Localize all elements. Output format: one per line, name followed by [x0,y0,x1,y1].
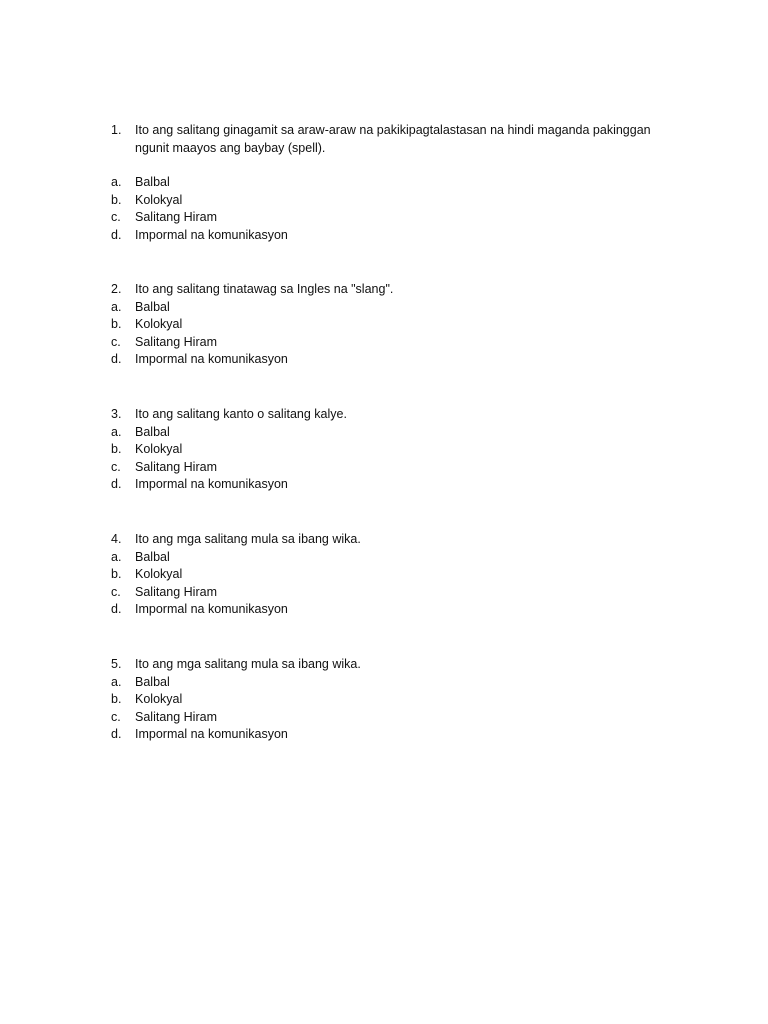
question-number: 3. [111,407,122,421]
question-prompt-row [111,656,671,674]
option-letter: d. [111,602,122,616]
question-prompt-row [111,406,671,424]
option-letter: a. [111,674,122,689]
option-letter: b. [111,192,122,207]
question-1 [111,122,671,244]
option-row [111,709,671,727]
question-4 [111,531,671,619]
question-prompt: Ito ang salitang ginagamit sa araw-araw na pakikipagtalastasan na hindi maganda pakinggan ngunit maayos ang baybay (spell). [135,123,651,155]
option-row [111,174,671,192]
option-text: Balbal [135,299,170,314]
option-row [111,441,671,459]
question-3 [111,406,671,494]
question-number: 1. [111,123,122,137]
option-letter: d. [111,477,122,491]
option-row [111,726,671,744]
option-letter: d. [111,727,122,741]
option-text: Salitang Hiram [135,210,217,224]
option-text: Kolokyal [135,442,183,456]
option-text: Impormal na komunikasyon [135,727,288,741]
option-letter: c. [111,709,121,724]
option-text: Kolokyal [135,567,183,581]
option-letter: d. [111,227,122,242]
option-text: Kolokyal [135,317,183,331]
option-letter: c. [111,334,121,349]
question-2 [111,281,671,369]
option-row [111,334,671,352]
option-row [111,316,671,334]
option-row [111,549,671,567]
option-row [111,584,671,602]
option-text: Balbal [135,674,170,689]
option-letter: c. [111,459,121,474]
option-row [111,691,671,709]
option-letter: c. [111,210,121,224]
option-text: Salitang Hiram [135,709,217,724]
option-row [111,351,671,369]
option-letter: d. [111,352,122,366]
question-5 [111,656,671,744]
option-row [111,227,671,245]
option-row [111,192,671,210]
option-letter: a. [111,549,122,564]
option-text: Impormal na komunikasyon [135,227,288,242]
option-text: Kolokyal [135,692,183,706]
option-row [111,424,671,442]
option-text: Salitang Hiram [135,459,217,474]
option-text: Salitang Hiram [135,584,217,599]
option-letter: b. [111,442,122,456]
option-text: Balbal [135,424,170,439]
option-letter: b. [111,317,122,331]
question-prompt: Ito ang mga salitang mula sa ibang wika. [135,657,361,671]
option-letter: a. [111,299,122,314]
option-text: Balbal [135,549,170,564]
option-letter: b. [111,567,122,581]
option-letter: c. [111,584,121,599]
option-text: Impormal na komunikasyon [135,352,288,366]
option-row [111,459,671,477]
question-prompt: Ito ang salitang kanto o salitang kalye. [135,407,347,421]
option-text: Balbal [135,175,170,189]
option-letter: a. [111,175,122,189]
question-prompt-row [111,531,671,549]
option-letter: b. [111,692,122,706]
option-letter: a. [111,424,122,439]
option-text: Impormal na komunikasyon [135,602,288,616]
question-number: 2. [111,282,122,296]
option-row [111,476,671,494]
option-text: Impormal na komunikasyon [135,477,288,491]
question-prompt-row [111,281,671,299]
option-text: Salitang Hiram [135,334,217,349]
option-row [111,674,671,692]
option-row [111,209,671,227]
option-row [111,299,671,317]
question-prompt: Ito ang salitang tinatawag sa Ingles na "slang". [135,282,394,296]
option-text: Kolokyal [135,192,183,207]
question-number: 5. [111,657,122,671]
option-row [111,566,671,584]
question-prompt: Ito ang mga salitang mula sa ibang wika. [135,532,361,546]
question-number: 4. [111,532,122,546]
option-row [111,601,671,619]
question-prompt-row [111,122,671,157]
